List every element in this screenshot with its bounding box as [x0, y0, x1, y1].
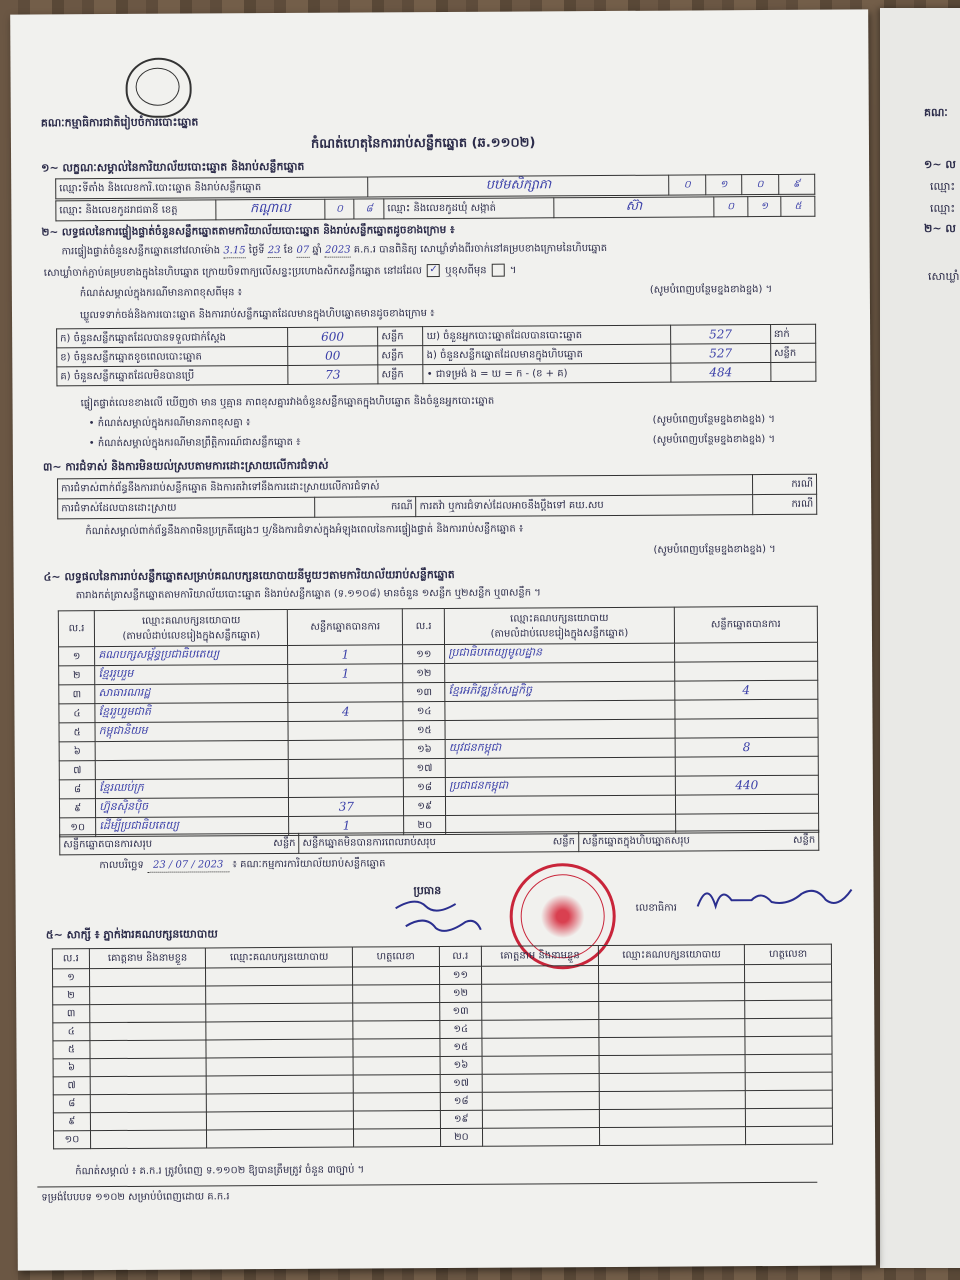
party-number: ៨: [59, 780, 95, 799]
party-name: [445, 719, 675, 739]
witness-name-cell: [482, 1038, 599, 1057]
party-number: ១៣: [403, 682, 445, 701]
count-label: ខ) ចំនួនសន្លឹកឆ្នោតខូចពេលបោះឆ្នោត: [57, 346, 288, 366]
party-name: ប្រជាធិបតេយ្យមូលដ្ឋាន: [445, 643, 675, 663]
count-value: 73: [288, 365, 379, 385]
col-party: ឈ្មោះគណបក្សនយោបាយ (តាមលំដាប់លេខរៀងក្នុងសន្លឹកឆ្នោត): [444, 607, 674, 644]
verification-month: 07: [296, 244, 310, 256]
witness-name-cell: [482, 1056, 599, 1075]
party-votes: [674, 661, 817, 681]
station-label: ឈ្មោះទីតាំង និងលេខការិ.បោះឆ្នោត និងរាប់សន្លឹកឆ្នោត: [56, 177, 368, 199]
committee-name: គណៈកម្មាធិការជាតិរៀបចំការបោះឆ្នោត: [40, 115, 199, 130]
count-label: • ជាទម្រង់ ង = ឃ = ក - (ខ + គ): [423, 363, 671, 384]
tally-sheet-note: តារាងកត់ត្រាសន្លឹកឆ្នោតតាមការិយាល័យបោះឆ្នោត និងរាប់សន្លឹកឆ្នោត (ទ.១១០៨) មានចំនួន ១សន្លឹក ឬ២សន្លឹក ឬ៣សន្លឹក ។: [75, 587, 541, 602]
witness-name-cell: [90, 1112, 207, 1131]
witness-name-cell: [90, 1094, 207, 1113]
witness-name-cell: [89, 968, 206, 987]
resolved-label: ការជំទាស់ដែលបានដោះស្រាយ: [58, 497, 315, 519]
p2-fragment: ២~ ល: [924, 222, 956, 235]
witness-party-cell: [206, 985, 353, 1004]
witness-sign-cell: [353, 985, 440, 1004]
party-votes: [289, 740, 404, 760]
station-name: បឋមសិក្សាភា: [368, 175, 669, 197]
party-name: [445, 662, 675, 682]
witness-party-cell: [207, 1129, 354, 1148]
party-number: ១២: [403, 663, 445, 682]
witness-party-cell: [599, 1001, 746, 1020]
p2-fragment: ឈ្មោះ: [930, 202, 956, 215]
party-number: ១០: [60, 818, 96, 837]
party-number: ១១: [403, 644, 445, 663]
witness-sign-cell: [353, 1111, 440, 1130]
party-number: ៩: [59, 799, 95, 818]
col-party: ឈ្មោះគណបក្សនយោបាយ: [598, 945, 745, 966]
witness-row: [53, 1126, 832, 1149]
witness-number: ១: [53, 969, 90, 987]
col-name: គោត្តនាម និងនាមខ្លួន: [89, 948, 206, 969]
changed-label: ឬខុសពីមុន: [445, 265, 487, 277]
count-label: គ) ចំនួនសន្លឹកឆ្នោតដែលមិនបានប្រើ: [57, 365, 288, 385]
witness-name-cell: [483, 1110, 600, 1129]
footer-divider: [37, 1182, 817, 1188]
witness-sign-cell: [353, 1039, 440, 1058]
witness-party-cell: [599, 1037, 746, 1056]
commune-label: ឈ្មោះ និងលេខកូដឃុំ សង្កាត់: [384, 198, 554, 219]
section-5-heading: ៥~ សាក្សី ៖ ភ្នាក់ងារគណបក្សនយោបាយ: [45, 927, 218, 942]
party-name: ដើម្បីប្រជាធិបតេយ្យ: [96, 816, 289, 836]
col-party: ឈ្មោះគណបក្សនយោបាយ (តាមលំដាប់លេខរៀងក្នុងសន្លឹកឆ្នោត): [95, 609, 288, 646]
witness-name-cell: [90, 1058, 207, 1077]
station-code-digit: ០: [742, 174, 779, 194]
party-votes: 8: [675, 737, 818, 757]
party-votes: [674, 642, 817, 662]
witness-number: ៤: [53, 1023, 90, 1041]
party-name: [95, 759, 288, 779]
witness-name-cell: [90, 1004, 207, 1023]
case-label: ករណី: [315, 497, 417, 518]
date-line: [99, 858, 385, 873]
witness-number: ១១: [439, 966, 482, 984]
witness-sign-cell: [746, 1090, 833, 1109]
col-no: ល.រ: [439, 946, 482, 966]
party-name: ហ្វ៊ុនស៊ិនប៉ិច: [96, 797, 289, 817]
witness-number: ៥: [53, 1041, 90, 1059]
count-value: 600: [287, 327, 378, 347]
party-number: ៥: [59, 723, 95, 742]
witness-number: ១៨: [440, 1092, 483, 1110]
committee-label: ៖ គណៈកម្មការការិយាល័យរាប់សន្លឹកឆ្នោត: [232, 858, 386, 871]
case-label: ករណី: [752, 474, 816, 494]
ballot-count-table: [56, 324, 816, 387]
witness-party-cell: [599, 1055, 746, 1074]
witness-name-cell: [483, 1092, 600, 1111]
count-label: ក) ចំនួនសន្លឹកឆ្នោតដែលបានទទួលជាក់ស្តែង: [57, 327, 288, 347]
copies-note: កំណត់សម្គាល់ ៖ គ.ក.រ ត្រូវបំពេញ ទ.១១០២ ឱ្យបានត្រឹមត្រូវ ចំនួន ៣ច្បាប់ ។: [75, 1164, 365, 1178]
party-name: កម្ពុជានិយម: [95, 721, 288, 741]
p2-fragment: គណៈ: [924, 106, 948, 119]
nec-emblem-icon: [125, 58, 191, 118]
witness-party-cell: [599, 1019, 746, 1038]
chair-label: ប្រធាន: [413, 884, 442, 898]
witness-name-cell: [482, 984, 599, 1003]
witness-party-cell: [207, 1093, 354, 1112]
witness-sign-cell: [353, 1093, 440, 1112]
witness-sign-cell: [353, 1003, 440, 1022]
form-title: កំណត់ហេតុនៃការរាប់សន្លឹកឆ្នោត (ឆ.១១០២): [310, 135, 536, 152]
fill-note: (សូមបំពេញបន្ថែមខ្នងខាងខ្នង) ។: [653, 543, 776, 556]
party-name: ខ្មែររួបរួម: [95, 664, 288, 684]
verification-text: ការផ្ទៀងផ្ទាត់ចំនួនសន្លឹកឆ្នោតនៅវេលាម៉ោង: [61, 245, 221, 258]
second-form-page: [880, 8, 960, 1268]
witness-number: ៣: [53, 1005, 90, 1023]
party-name: សាធារណរដ្ឋ: [95, 683, 288, 703]
count-label: ឃ) ចំនួនអ្នកបោះឆ្នោតដែលបានបោះឆ្នោត: [423, 325, 671, 346]
witness-name-cell: [483, 1128, 600, 1147]
count-unit: សន្លឹក: [770, 343, 815, 362]
incident-remark: • កំណត់សម្គាល់ក្នុងករណីមានព្រឹត្តិការណ៍ជាសន្លឹកឆ្នោត ៖: [88, 436, 301, 450]
count-value: 00: [287, 346, 378, 366]
witness-party-cell: [599, 1091, 746, 1110]
witness-number: ១២: [439, 984, 482, 1002]
witness-party-cell: [207, 1057, 354, 1076]
party-votes: [675, 699, 818, 719]
witness-table: [52, 944, 833, 1150]
party-name: [446, 795, 676, 815]
province-commune-table: [55, 196, 815, 222]
complaint-row: ការជំទាស់ពាក់ព័ន្ធនឹងការរាប់សន្លឹកឆ្នោត និងការតវ៉ាទៅនឹងការដោះស្រាយលើការជំទាស់: [58, 475, 753, 499]
witness-number: ១៤: [439, 1020, 482, 1038]
seal-line: សោឃ្លាំចាក់ភ្ជាប់គម្របខាងក្នុងនៃហិបឆ្នោត ក្រោយបិទពាក្យលើសន្ទះប្រហោងសិកសន្លឹកឆ្នោត នៅដដែល ✓ ឬខុសពីមុន ។: [43, 264, 517, 279]
party-number: ១: [59, 647, 95, 666]
party-votes: 440: [675, 775, 818, 795]
box-total: សន្លឹកឆ្នោតក្នុងហិបឆ្នោតសរុប សន្លឹក: [578, 830, 818, 851]
party-votes: [289, 778, 404, 798]
station-code-digit: ០: [669, 175, 706, 195]
totals-table: [59, 830, 819, 856]
witness-party-cell: [206, 1021, 353, 1040]
col-sign: ហត្ថលេខា: [352, 947, 439, 968]
day-label: ថ្ងៃទី: [248, 245, 265, 257]
witness-sign-cell: [352, 967, 439, 986]
party-votes: [289, 759, 404, 779]
col-name: គោត្តនាម និងនាមខ្លួន: [482, 946, 599, 967]
party-votes: 4: [288, 702, 403, 722]
witness-party-cell: [206, 1039, 353, 1058]
witness-sign-cell: [745, 982, 832, 1001]
witness-party-cell: [207, 1075, 354, 1094]
witness-name-cell: [90, 1022, 207, 1041]
commune-code-digit: ៥: [781, 196, 815, 216]
case-label: ករណី: [752, 494, 816, 514]
date-value: 23 / 07 / 2023: [147, 859, 229, 873]
complaints-table: [57, 474, 817, 520]
witness-name-cell: [482, 966, 599, 985]
witness-number: ១៧: [440, 1074, 483, 1092]
p2-fragment: សោឃ្លាំ: [928, 270, 960, 283]
witness-number: ៨: [53, 1095, 90, 1113]
party-votes: 37: [289, 797, 404, 817]
col-no: ល.រ: [58, 611, 94, 647]
p2-fragment: ១~ ល: [924, 158, 956, 171]
witness-party-cell: [206, 967, 353, 986]
witness-party-cell: [206, 1003, 353, 1022]
province-code-digit: ០: [325, 199, 355, 219]
witness-name-cell: [90, 1040, 207, 1059]
witness-number: ៦: [53, 1059, 90, 1077]
party-number: ៧: [59, 761, 95, 780]
witness-name-cell: [90, 1130, 207, 1149]
col-votes: សន្លឹកឆ្នោតបានការ: [674, 606, 817, 643]
verification-time: 3.15: [223, 245, 246, 257]
party-name: [95, 740, 288, 760]
party-name: [445, 757, 675, 777]
party-number: ៣: [59, 685, 95, 704]
party-name: ខ្មែរឈប់ក្រ: [96, 778, 289, 798]
party-votes: 1: [288, 664, 403, 684]
fill-note: (សូមបំពេញបន្ថែមខ្នងខាងខ្នង) ។: [649, 283, 773, 296]
section-1-heading: ១~ លក្ខណៈសម្គាល់នៃការិយាល័យបោះឆ្នោត និងរាប់សន្លឹកឆ្នោត: [41, 159, 305, 175]
witness-name-cell: [482, 1020, 599, 1039]
party-number: ១៧: [403, 758, 445, 777]
party-votes: [288, 721, 403, 741]
secretary-label: លេខាធិការ: [635, 902, 677, 914]
difference-note: កំណត់សម្គាល់ក្នុងករណីមានភាពខុសពីមុន ៖: [79, 287, 243, 300]
party-votes: [288, 683, 403, 703]
changed-checkbox[interactable]: [492, 264, 505, 277]
commune-name: ស៊ា: [554, 197, 714, 218]
witness-sign-cell: [353, 1057, 440, 1076]
verification-line: [62, 243, 608, 259]
party-votes: 1: [289, 816, 404, 836]
witness-sign-cell: [745, 1000, 832, 1019]
count-value: 527: [671, 343, 771, 363]
col-party: ឈ្មោះគណបក្សនយោបាយ: [206, 947, 353, 968]
party-name: ខ្មែរអភិវឌ្ឍន៍សេដ្ឋកិច្ច: [445, 681, 675, 701]
party-number: ១៥: [403, 720, 445, 739]
station-code-digit: ១: [705, 175, 742, 195]
witness-number: ១០: [53, 1131, 90, 1149]
party-votes: 1: [288, 645, 403, 665]
difference-remark: • កំណត់សម្គាល់ក្នុងករណីមានភាពខុសគ្នា ៖: [88, 417, 251, 430]
party-number: ១៩: [404, 796, 446, 815]
province-label: ឈ្មោះ និងលេខកូដរាជធានី ខេត្ត: [56, 200, 216, 221]
witness-number: ៧: [53, 1077, 90, 1095]
party-number: ១៦: [403, 739, 445, 758]
party-number: ៦: [59, 742, 95, 761]
form-footer: ទម្រង់បែបបទ ១១០២ សម្រាប់បំពេញដោយ គ.ក.រ: [41, 1191, 230, 1204]
fill-note: (សូមបំពេញបន្ថែមខ្នងខាងខ្នង) ។: [652, 433, 776, 446]
party-number: ២: [59, 666, 95, 685]
party-name: [445, 700, 675, 720]
unchanged-checkbox[interactable]: ✓: [427, 264, 440, 277]
count-unit: [770, 362, 815, 381]
witness-party-cell: [599, 1073, 746, 1092]
month-label: ខែ: [283, 244, 294, 256]
witness-name-cell: [89, 986, 206, 1005]
invalid-total: សន្លឹកឆ្នោតមិនបានការពេលរាប់សរុប សន្លឹក: [299, 832, 579, 854]
witness-name-cell: [482, 1074, 599, 1093]
party-votes: [675, 718, 818, 738]
party-number: ៤: [59, 704, 95, 723]
irregularity-note: កំណត់សម្គាល់ពាក់ព័ន្ធនឹងភាពមិនប្រក្រតីផ្សេងៗ ឬ/និងការជំទាស់ក្នុងអំឡុងពេលនៃការផ្ទៀងផ្ទាត់ និងការរាប់សន្លឹកឆ្នោត ៖: [85, 523, 524, 538]
party-name: ប្រជាជនកម្ពុជា: [446, 776, 676, 796]
section-2-heading: ២~ លទ្ធផលនៃការផ្ទៀងផ្ទាត់ចំនួនសន្លឹកឆ្នោតតាមការិយាល័យបោះឆ្នោត និងរាប់សន្លឹកឆ្នោតដូចខាងក្រោម ៖: [41, 223, 455, 239]
year-label: ឆ្នាំ: [312, 244, 322, 256]
witness-sign-cell: [353, 1075, 440, 1094]
party-votes: 4: [675, 680, 818, 700]
witness-party-cell: [207, 1111, 354, 1130]
count-intro: ឃ្លួលទទាក់ចង់និងការបោះឆ្នោត និងការរាប់សន្លឹកឆ្នោតដែលមានក្នុងហិបឆ្នោតមានដូចខាងក្រោម ៖: [79, 308, 435, 322]
party-results-table: [58, 606, 819, 838]
witness-sign-cell: [745, 1036, 832, 1055]
witness-party-cell: [599, 983, 746, 1002]
witness-sign-cell: [746, 1108, 833, 1127]
witness-name-cell: [482, 1002, 599, 1021]
valid-total: សន្លឹកឆ្នោតបានការសរុប សន្លឹក: [60, 833, 299, 854]
commune-code-digit: ១: [747, 196, 781, 216]
witness-sign-cell: [746, 1072, 833, 1091]
party-name: គណបក្សសម្ព័ន្ធប្រជាធិបតេយ្យ: [95, 645, 288, 665]
witness-number: ១៦: [440, 1056, 483, 1074]
witness-number: ៩: [53, 1113, 90, 1131]
section-3-heading: ៣~ ការជំទាស់ និងការមិនយល់ស្របតាមការដោះស្រាយលើការជំទាស់: [42, 458, 329, 474]
witness-party-cell: [599, 1127, 746, 1146]
count-value: 484: [671, 362, 771, 382]
party-votes: [675, 794, 818, 814]
party-number: ២០: [404, 815, 446, 834]
date-label: កាលបរិច្ឆេទ: [99, 859, 144, 872]
appeal-label: ការតវ៉ា ឬការជំទាស់ដែលអាចនឹងប្តឹងទៅ គឃ.សប: [416, 495, 752, 517]
count-unit: នាក់: [770, 324, 815, 343]
witness-number: ១៩: [440, 1110, 483, 1128]
count-unit: សន្លឹក: [378, 346, 423, 365]
chair-signature: [386, 896, 486, 945]
witness-number: ១៥: [439, 1038, 482, 1056]
fill-note: (សូមបំពេញបន្ថែមខ្នងខាងខ្នង) ។: [652, 413, 776, 426]
party-number: ១៤: [403, 701, 445, 720]
count-value: 527: [671, 324, 771, 344]
col-no: ល.រ: [52, 949, 89, 969]
party-votes: [675, 756, 818, 776]
province-name: កណ្ដាល: [216, 199, 325, 220]
witness-number: ១៣: [439, 1002, 482, 1020]
witness-sign-cell: [353, 1129, 440, 1148]
commune-code-digit: ០: [714, 197, 748, 217]
verification-year: 2023: [325, 244, 351, 256]
seal-text: សោឃ្លាំចាក់ភ្ជាប់គម្របខាងក្នុងនៃហិបឆ្នោត ក្រោយបិទពាក្យលើសន្ទះប្រហោងសិកសន្លឹកឆ្នោត នៅដដែល: [43, 265, 422, 279]
witness-party-cell: [599, 1109, 746, 1128]
p2-fragment: ឈ្មោះ: [930, 180, 956, 193]
witness-sign-cell: [746, 1126, 833, 1145]
count-row: [57, 362, 816, 386]
section-4-heading: ៤~ លទ្ធផលនៃការរាប់សន្លឹកឆ្នោតសម្រាប់គណបក្សនយោបាយនីមួយៗតាមការិយាល័យរាប់សន្លឹកឆ្នោត: [43, 567, 455, 584]
col-no: ល.រ: [403, 608, 445, 644]
witness-sign-cell: [745, 964, 832, 983]
witness-sign-cell: [745, 1054, 832, 1073]
count-unit: សន្លឹក: [378, 327, 423, 346]
secretary-signature: [691, 875, 861, 920]
count-label: ង) ចំនួនសន្លឹកឆ្នោតដែលមានក្នុងហិបឆ្នោត: [423, 344, 671, 365]
discrepancy-line: ផ្ទៀតផ្ទាត់លេខខាងលើ ឃើញថា មាន ឬគ្មាន ភាពខុសគ្នារវាងចំនួនសន្លឹកឆ្នោតក្នុងហិបឆ្នោត និងចំនួនអ្នកបោះឆ្នោត: [80, 395, 495, 410]
province-code-digit: ៨: [354, 199, 384, 219]
form-page: [10, 9, 876, 1270]
station-code-digit: ៩: [778, 174, 815, 194]
witness-party-cell: [598, 965, 745, 984]
party-number: ១៨: [404, 777, 446, 796]
party-name: យុវជនកម្ពុជា: [445, 738, 675, 758]
witness-sign-cell: [745, 1018, 832, 1037]
witness-number: ២០: [440, 1128, 483, 1146]
witness-name-cell: [90, 1076, 207, 1095]
party-name: ខ្មែររួបរួមជាតិ: [95, 702, 288, 722]
col-sign: ហត្ថលេខា: [745, 944, 832, 965]
count-unit: សន្លឹក: [378, 365, 423, 384]
witness-number: ២: [53, 987, 90, 1005]
col-votes: សន្លឹកឆ្នោតបានការ: [288, 609, 403, 646]
verification-text-cont: គ.ក.រ បានពិនិត្យ សោឃ្លាំទាំងពីរចាក់នៅគម្របខាងក្រោមនៃហិបឆ្នោត: [353, 242, 608, 256]
verification-day: 23: [267, 244, 281, 257]
witness-sign-cell: [353, 1021, 440, 1040]
